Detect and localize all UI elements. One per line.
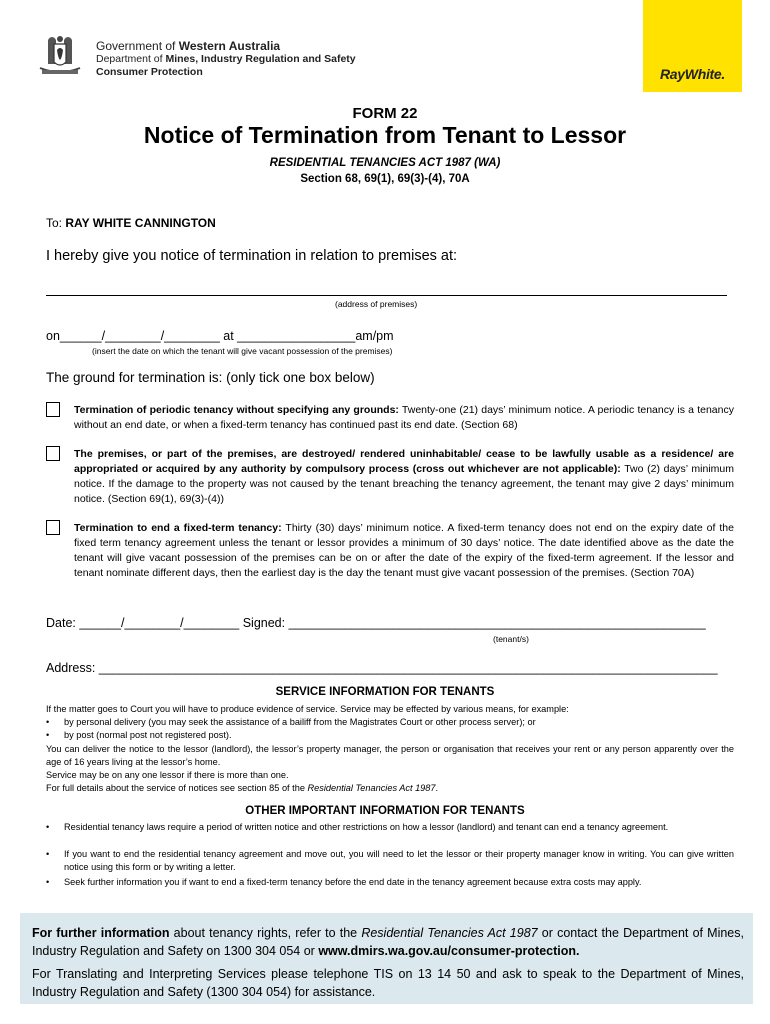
service-intro: If the matter goes to Court you will have to produce evidence of service. Service may be effected by various means, for example:: [46, 704, 569, 714]
vacate-date-caption: (insert the date on which the tenant will give vacant possession of the premises): [92, 346, 393, 356]
government-name: Government of Western Australia: [96, 39, 281, 53]
recipient-name: RAY WHITE CANNINGTON: [65, 216, 216, 230]
tenant-caption: (tenant/s): [493, 634, 529, 644]
ground-for-termination-heading: The ground for termination is: (only tick one box below): [46, 370, 375, 385]
act-reference: RESIDENTIAL TENANCIES ACT 1987 (WA): [269, 157, 501, 169]
section-reference: Section 68, 69(1), 69(3)-(4), 70A: [300, 173, 470, 185]
option-fixed-term-text: Termination to end a fixed-term tenancy: Thirty (30) days’ minimum notice. A fixed-term tenancy does not end on the expiry date of the fixed term tenancy agreement unless the tenant or lessor provides a minimum of 30 days’ notice. The date identified above as the date the tenant will give vacant possession of the premises can be on or after the date of the expiry of the fixed-term agreement. If the lessor and tenant nominate different days, then the earliest day is the day the tenant must give vacant possession of the premises. (Section 70A): [74, 522, 734, 579]
service-delivery-paragraph: You can deliver the notice to the lessor (landlord), the lessor’s property manager, the person or organisation that receives your rent or any person apparently over the age of 16 years living at the lessor’s home.: [46, 744, 734, 768]
ray-white-logo: [643, 0, 742, 92]
fixed-term-tenancy-checkbox[interactable]: [46, 520, 60, 535]
dmirs-website-link[interactable]: www.dmirs.wa.gov.au/consumer-protection.: [318, 944, 580, 958]
department-name: Department of Mines, Industry Regulation and Safety: [96, 53, 356, 65]
service-full-details: For full details about the service of notices see section 85 of the Residential Tenancies Act 1987.: [46, 783, 439, 793]
brand-wordmark: RayWhite.: [660, 66, 725, 82]
other-information-heading: OTHER IMPORTANT INFORMATION FOR TENANTS: [245, 805, 525, 817]
premises-destroyed-checkbox[interactable]: [46, 446, 60, 461]
recipient-line: To: RAY WHITE CANNINGTON: [46, 216, 216, 230]
option-periodic-tenancy-text: Termination of periodic tenancy without specifying any grounds: Twenty-one (21) days’ minimum notice. A periodic tenancy is a tenancy without an end date, or when a fixed-term tenancy has continued past its end date. (Section 68): [74, 404, 734, 431]
notice-statement: I hereby give you notice of termination in relation to premises at:: [46, 248, 458, 264]
further-information-box: [20, 913, 753, 1004]
department-header: [96, 40, 356, 79]
service-information-heading: SERVICE INFORMATION FOR TENANTS: [275, 686, 495, 698]
tis-information-text: For Translating and Interpreting Services please telephone TIS on 13 14 50 and ask to speak to the Department of Mines, Industry Regulation and Safety (1300 304 054) for assistance.: [32, 967, 744, 999]
wa-government-crest-icon: [34, 34, 86, 78]
vacate-date-time-field[interactable]: on______/________/________ at _________________am/pm: [46, 329, 394, 343]
division-name: Consumer Protection: [96, 66, 203, 78]
further-information-text: For further information about tenancy rights, refer to the Residential Tenancies Act 1987 or contact the Department of Mines, Industry Regulation and Safety on 1300 304 054 or www.dmirs.wa.gov.au/consumer-protection.: [32, 926, 744, 958]
date-signed-field[interactable]: Date: ______/________/________ Signed: ____________________________________________________________: [46, 616, 706, 630]
form-number: FORM 22: [352, 105, 418, 122]
address-of-premises-field[interactable]: [46, 295, 727, 296]
address-caption: (address of premises): [335, 299, 418, 309]
tenant-address-field[interactable]: Address: _________________________________________________________________________________________: [46, 661, 718, 675]
form-title: Notice of Termination from Tenant to Lessor: [143, 122, 627, 148]
service-multiple-lessors: Service may be on any one lessor if there is more than one.: [46, 770, 289, 780]
periodic-tenancy-checkbox[interactable]: [46, 402, 60, 417]
option-premises-destroyed-text: The premises, or part of the premises, are destroyed/ rendered uninhabitable/ cease to be lawfully usable as a residence/ are appropriated or acquired by any authority by compulsory process (cross out whichever are not applicable): Two (2) days’ minimum notice. If the damage to the property was not caused by the tenant breaching the tenancy agreement, the tenant may give 2 days’ minimum notice. (Section 69(1), 69(3)-(4)): [74, 448, 734, 505]
